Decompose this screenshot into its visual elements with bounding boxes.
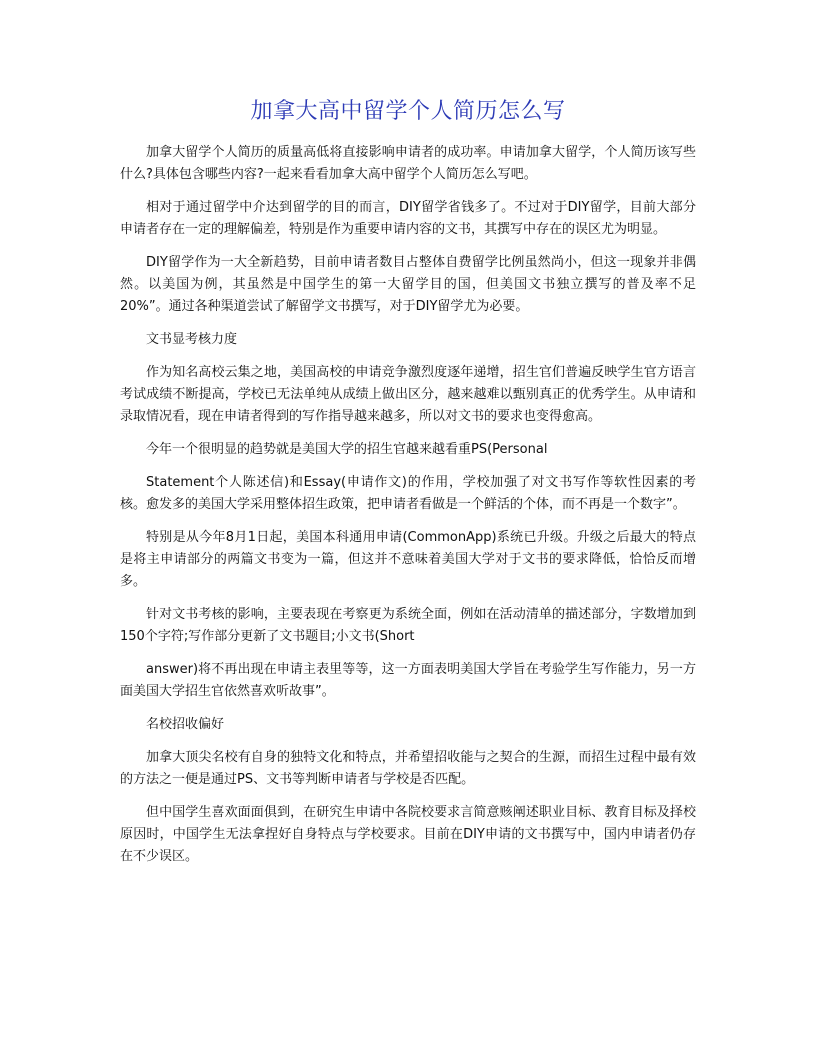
paragraph-short-answer: answer)将不再出现在申请主表里等等，这一方面表明美国大学旨在考验学生写作能力，另一方面美国大学招生官依然喜欢听故事”。 — [120, 662, 696, 699]
paragraph-ps-trend: 今年一个很明显的趋势就是美国大学的招生官越来越看重PS(Personal — [146, 442, 548, 457]
paragraph-top-schools: 加拿大顶尖名校有自身的独特文化和特点，并希望招收能与之契合的生源，而招生过程中最有效的方法之一便是通过PS、文书等判断申请者与学校是否匹配。 — [120, 750, 696, 787]
paragraph-commonapp: 特别是从今年8月1日起，美国本科通用申请(CommonApp)系统已升级。升级之后最大的特点是将主申请部分的两篇文书变为一篇，但这并不意味着美国大学对于文书的要求降低，恰恰反而增多。 — [120, 530, 696, 589]
document-title: 加拿大高中留学个人简历怎么写 — [250, 99, 566, 124]
section-heading-essay-assessment: 文书显考核力度 — [146, 332, 238, 347]
paragraph-essay-impact: 针对文书考核的影响，主要表现在考察更为系统全面，例如在活动清单的描述部分，字数增加到150个字符;写作部分更新了文书题目;小文书(Short — [120, 607, 696, 644]
section-heading-admission-preference: 名校招收偏好 — [146, 717, 225, 732]
paragraph-ps-statement: Statement个人陈述信)和Essay(申请作文)的作用，学校加强了对文书写作等软性因素的考核。愈发多的美国大学采用整体招生政策，把申请者看做是一个鲜活的个体，而不再是一个数字”。 — [120, 475, 696, 512]
paragraph-diy-trend: DIY留学作为一大全新趋势，目前申请者数目占整体自费留学比例虽然尚小，但这一现象并非偶然。以美国为例，其虽然是中国学生的第一大留学目的国，但美国文书独立撰写的普及率不足20%”。通过各种渠道尝试了解留学文书撰写，对于DIY留学尤为必要。 — [120, 255, 696, 314]
paragraph-chinese-students: 但中国学生喜欢面面俱到，在研究生申请中各院校要求言简意赅阐述职业目标、教育目标及择校原因时，中国学生无法拿捏好自身特点与学校要求。目前在DIY申请的文书撰写中，国内申请者仍存在不少误区。 — [120, 805, 696, 864]
paragraph-competition: 作为知名高校云集之地，美国高校的申请竞争激烈度逐年递增，招生官们普遍反映学生官方语言考试成绩不断提高，学校已无法单纯从成绩上做出区分，越来越难以甄别真正的优秀学生。从申请和录取情况看，现在申请者得到的写作指导越来越多，所以对文书的要求也变得愈高。 — [120, 365, 696, 424]
paragraph-diy-savings: 相对于通过留学中介达到留学的目的而言，DIY留学省钱多了。不过对于DIY留学，目前大部分申请者存在一定的理解偏差，特别是作为重要申请内容的文书，其撰写中存在的误区尤为明显。 — [120, 200, 696, 237]
document-page — [120, 96, 696, 879]
paragraph-intro: 加拿大留学个人简历的质量高低将直接影响申请者的成功率。申请加拿大留学，个人简历该写些什么?具体包含哪些内容?一起来看看加拿大高中留学个人简历怎么写吧。 — [120, 145, 696, 182]
